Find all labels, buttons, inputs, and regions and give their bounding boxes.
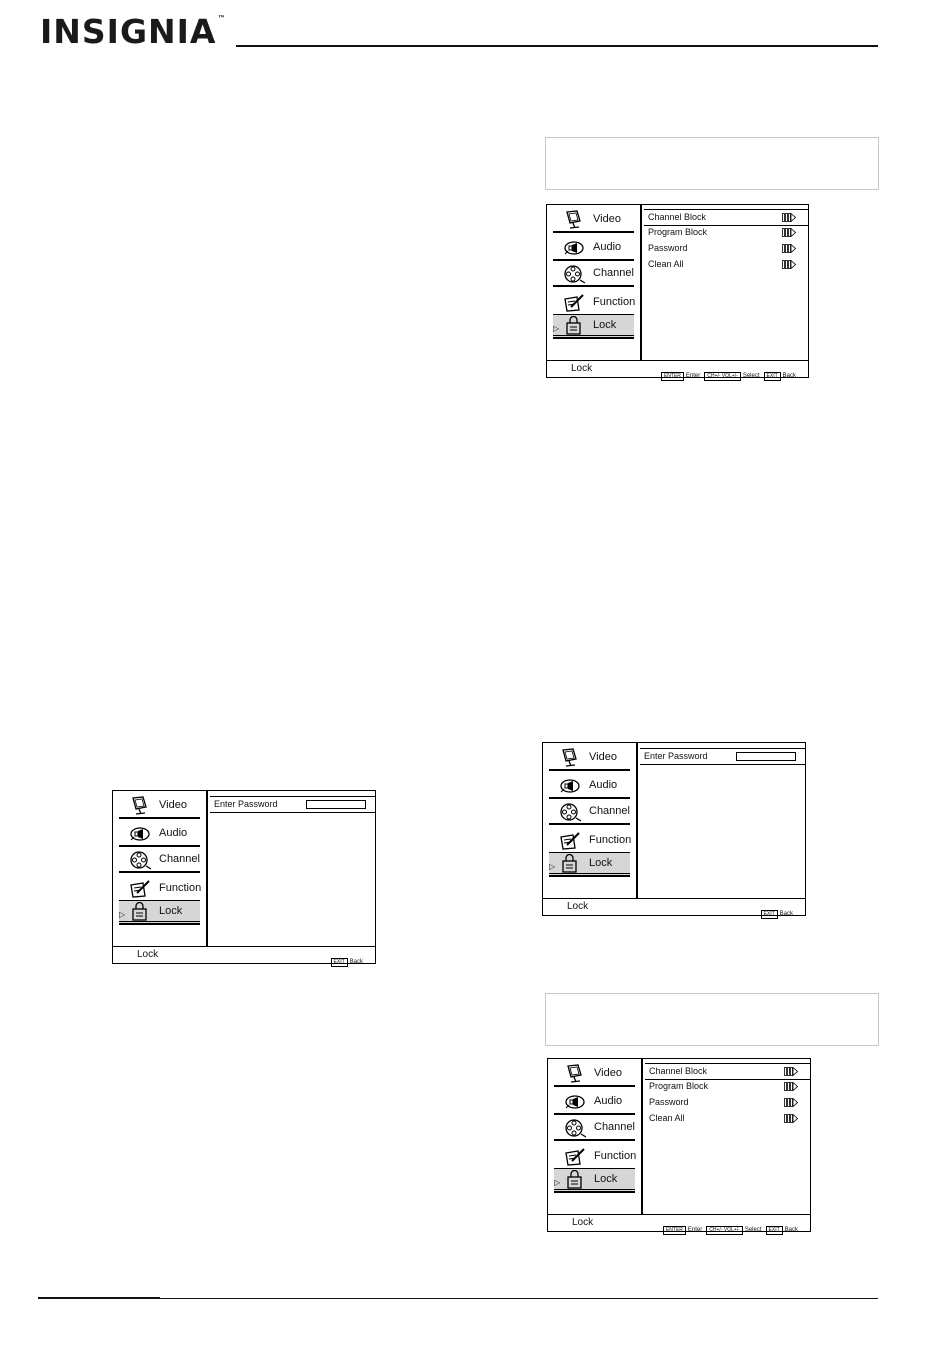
menu-item-lock[interactable] [554,1169,635,1193]
exit-hint: Back [782,373,796,379]
tv-icon [563,210,585,230]
pencil-paper-icon [129,879,151,899]
select-hint: Select [744,1227,762,1233]
menu-item-audio[interactable] [553,237,634,261]
footer-rule [38,1297,160,1299]
tv-icon [129,796,151,816]
menu-item-video[interactable] [549,747,630,771]
menu-item-video[interactable] [119,795,200,819]
film-reel-icon [129,850,151,870]
exit-key: EXIT [761,910,778,919]
menu-item-underline [554,1189,635,1190]
menu-item-channel[interactable] [119,849,200,873]
option-label: Password [649,1097,689,1107]
menu-item-function[interactable] [554,1146,635,1170]
key-hints [663,1218,802,1236]
tv-icon [559,748,581,768]
menu-item-function[interactable] [553,292,634,316]
osd-status-bar [543,898,805,915]
footer-rule [160,1298,878,1299]
menu-item-label: Lock [594,1173,618,1185]
option-clean-all[interactable] [645,1111,810,1126]
option-clean-all[interactable] [644,257,808,272]
option-channel-block[interactable] [644,209,808,226]
menu-item-channel[interactable] [553,263,634,287]
option-label: Program Block [648,227,708,237]
menu-item-label: Channel [593,267,634,279]
exit-hint: Back [784,1227,798,1233]
option-password[interactable] [645,1095,810,1110]
pencil-paper-icon [563,293,585,313]
menu-item-lock[interactable] [553,315,634,339]
screen-title: Lock [571,363,593,374]
enter-key: ENTER [661,372,684,381]
option-program-block[interactable] [645,1079,810,1094]
menu-item-channel[interactable] [549,801,630,825]
submenu-arrow-icon [784,1082,798,1091]
lock-icon [129,902,151,922]
menu-item-label: Function [159,882,202,894]
key-hints [331,950,367,968]
selection-caret-icon: ▷ [119,910,126,919]
menu-item-underline [549,875,630,877]
password-label: Enter Password [214,799,278,809]
lock-icon [563,316,585,336]
screen-title: Lock [567,901,589,912]
menu-item-label: Lock [589,857,613,869]
menu-item-lock[interactable] [119,901,200,925]
menu-item-audio[interactable] [119,823,200,847]
menu-item-label: Video [593,213,621,225]
enter-key: ENTER [663,1226,686,1235]
menu-item-underline [553,231,634,233]
exit-key: EXIT [766,1226,783,1235]
osd-main-menu [113,791,208,947]
menu-item-function[interactable] [119,878,200,902]
selection-caret-icon: ▷ [549,862,556,871]
menu-item-underline [554,1113,635,1115]
menu-item-label: Audio [594,1095,623,1107]
film-reel-icon [559,802,581,822]
osd-submenu [208,791,375,947]
menu-item-label: Channel [589,805,630,817]
lock-icon [559,854,581,874]
enter-hint: Enter [685,373,701,379]
screen-title: Lock [137,949,159,960]
enter-hint: Enter [687,1227,703,1233]
select-key: CH+/- VOL+/- [704,372,741,381]
exit-hint: Back [349,959,363,965]
menu-item-label: Function [593,296,636,308]
osd-submenu [642,205,808,361]
menu-item-underline [553,285,634,287]
option-label: Channel Block [648,212,707,222]
menu-item-video[interactable] [553,209,634,233]
speaker-icon [564,1092,586,1112]
menu-item-underline [119,871,200,873]
submenu-arrow-icon [784,1067,798,1076]
menu-item-label: Channel [594,1121,635,1133]
menu-item-lock[interactable] [549,853,630,877]
menu-item-label: Function [594,1150,637,1162]
enter-password-row[interactable] [640,748,805,765]
menu-item-label: Video [589,751,617,763]
exit-hint: Back [779,911,793,917]
pencil-paper-icon [559,831,581,851]
brand-logo: INSIGNIA™ [40,12,227,51]
menu-item-underline [553,259,634,261]
option-password[interactable] [644,241,808,256]
screen-title: Lock [572,1217,594,1228]
menu-item-underline [119,817,200,819]
menu-item-channel[interactable] [554,1117,635,1141]
option-label: Clean All [649,1113,685,1123]
lock-icon [564,1170,586,1190]
menu-item-underline [119,923,200,925]
password-screen [112,790,376,964]
password-label: Enter Password [644,751,708,761]
selection-caret-icon: ▷ [553,324,560,333]
menu-item-label: Video [159,799,187,811]
lock-menu-screen [547,1058,811,1232]
lock-menu-screen [546,204,809,378]
osd-submenu [638,743,805,899]
selection-caret-icon: ▷ [554,1178,561,1187]
option-label: Clean All [648,259,684,269]
menu-item-underline [554,1191,635,1193]
menu-item-underline [549,769,630,771]
submenu-arrow-icon [784,1098,798,1107]
note-box [545,993,879,1046]
submenu-arrow-icon [784,1114,798,1123]
option-label: Password [648,243,688,253]
password-screen [542,742,806,916]
menu-item-label: Audio [159,827,188,839]
password-input[interactable] [736,752,796,761]
password-input[interactable] [306,800,366,809]
osd-status-bar [113,946,375,963]
key-hints [661,364,800,382]
exit-key: EXIT [764,372,781,381]
menu-item-underline [554,1085,635,1087]
speaker-icon [129,824,151,844]
menu-item-video[interactable] [554,1063,635,1087]
menu-item-underline [549,873,630,874]
menu-item-label: Lock [593,319,617,331]
menu-item-label: Lock [159,905,183,917]
menu-item-label: Video [594,1067,622,1079]
menu-item-underline [549,797,630,799]
film-reel-icon [563,264,585,284]
submenu-arrow-icon [782,213,796,222]
menu-item-audio[interactable] [549,775,630,799]
menu-item-underline [554,1139,635,1141]
exit-key: EXIT [331,958,348,967]
header-rule [236,45,878,47]
enter-password-row[interactable] [210,796,375,813]
osd-submenu [643,1059,810,1215]
menu-item-underline [549,823,630,825]
option-program-block[interactable] [644,225,808,240]
menu-item-function[interactable] [549,830,630,854]
osd-main-menu [548,1059,643,1215]
select-hint: Select [742,373,760,379]
menu-item-label: Function [589,834,632,846]
note-box [545,137,879,190]
film-reel-icon [564,1118,586,1138]
pencil-paper-icon [564,1147,586,1167]
option-label: Program Block [649,1081,709,1091]
speaker-icon [559,776,581,796]
menu-item-label: Audio [593,241,622,253]
submenu-arrow-icon [782,260,796,269]
menu-item-underline [119,845,200,847]
speaker-icon [563,238,585,258]
osd-status-bar [548,1214,810,1231]
menu-item-label: Channel [159,853,200,865]
select-key: CH+/- VOL+/- [706,1226,743,1235]
submenu-arrow-icon [782,228,796,237]
option-label: Channel Block [649,1066,708,1076]
key-hints [761,902,797,920]
osd-status-bar [547,360,808,377]
menu-item-underline [553,337,634,339]
submenu-arrow-icon [782,244,796,253]
option-channel-block[interactable] [645,1063,810,1080]
menu-item-label: Audio [589,779,618,791]
osd-main-menu [543,743,638,899]
menu-item-underline [119,921,200,922]
menu-item-audio[interactable] [554,1091,635,1115]
osd-main-menu [547,205,642,361]
tv-icon [564,1064,586,1084]
menu-item-underline [553,335,634,336]
